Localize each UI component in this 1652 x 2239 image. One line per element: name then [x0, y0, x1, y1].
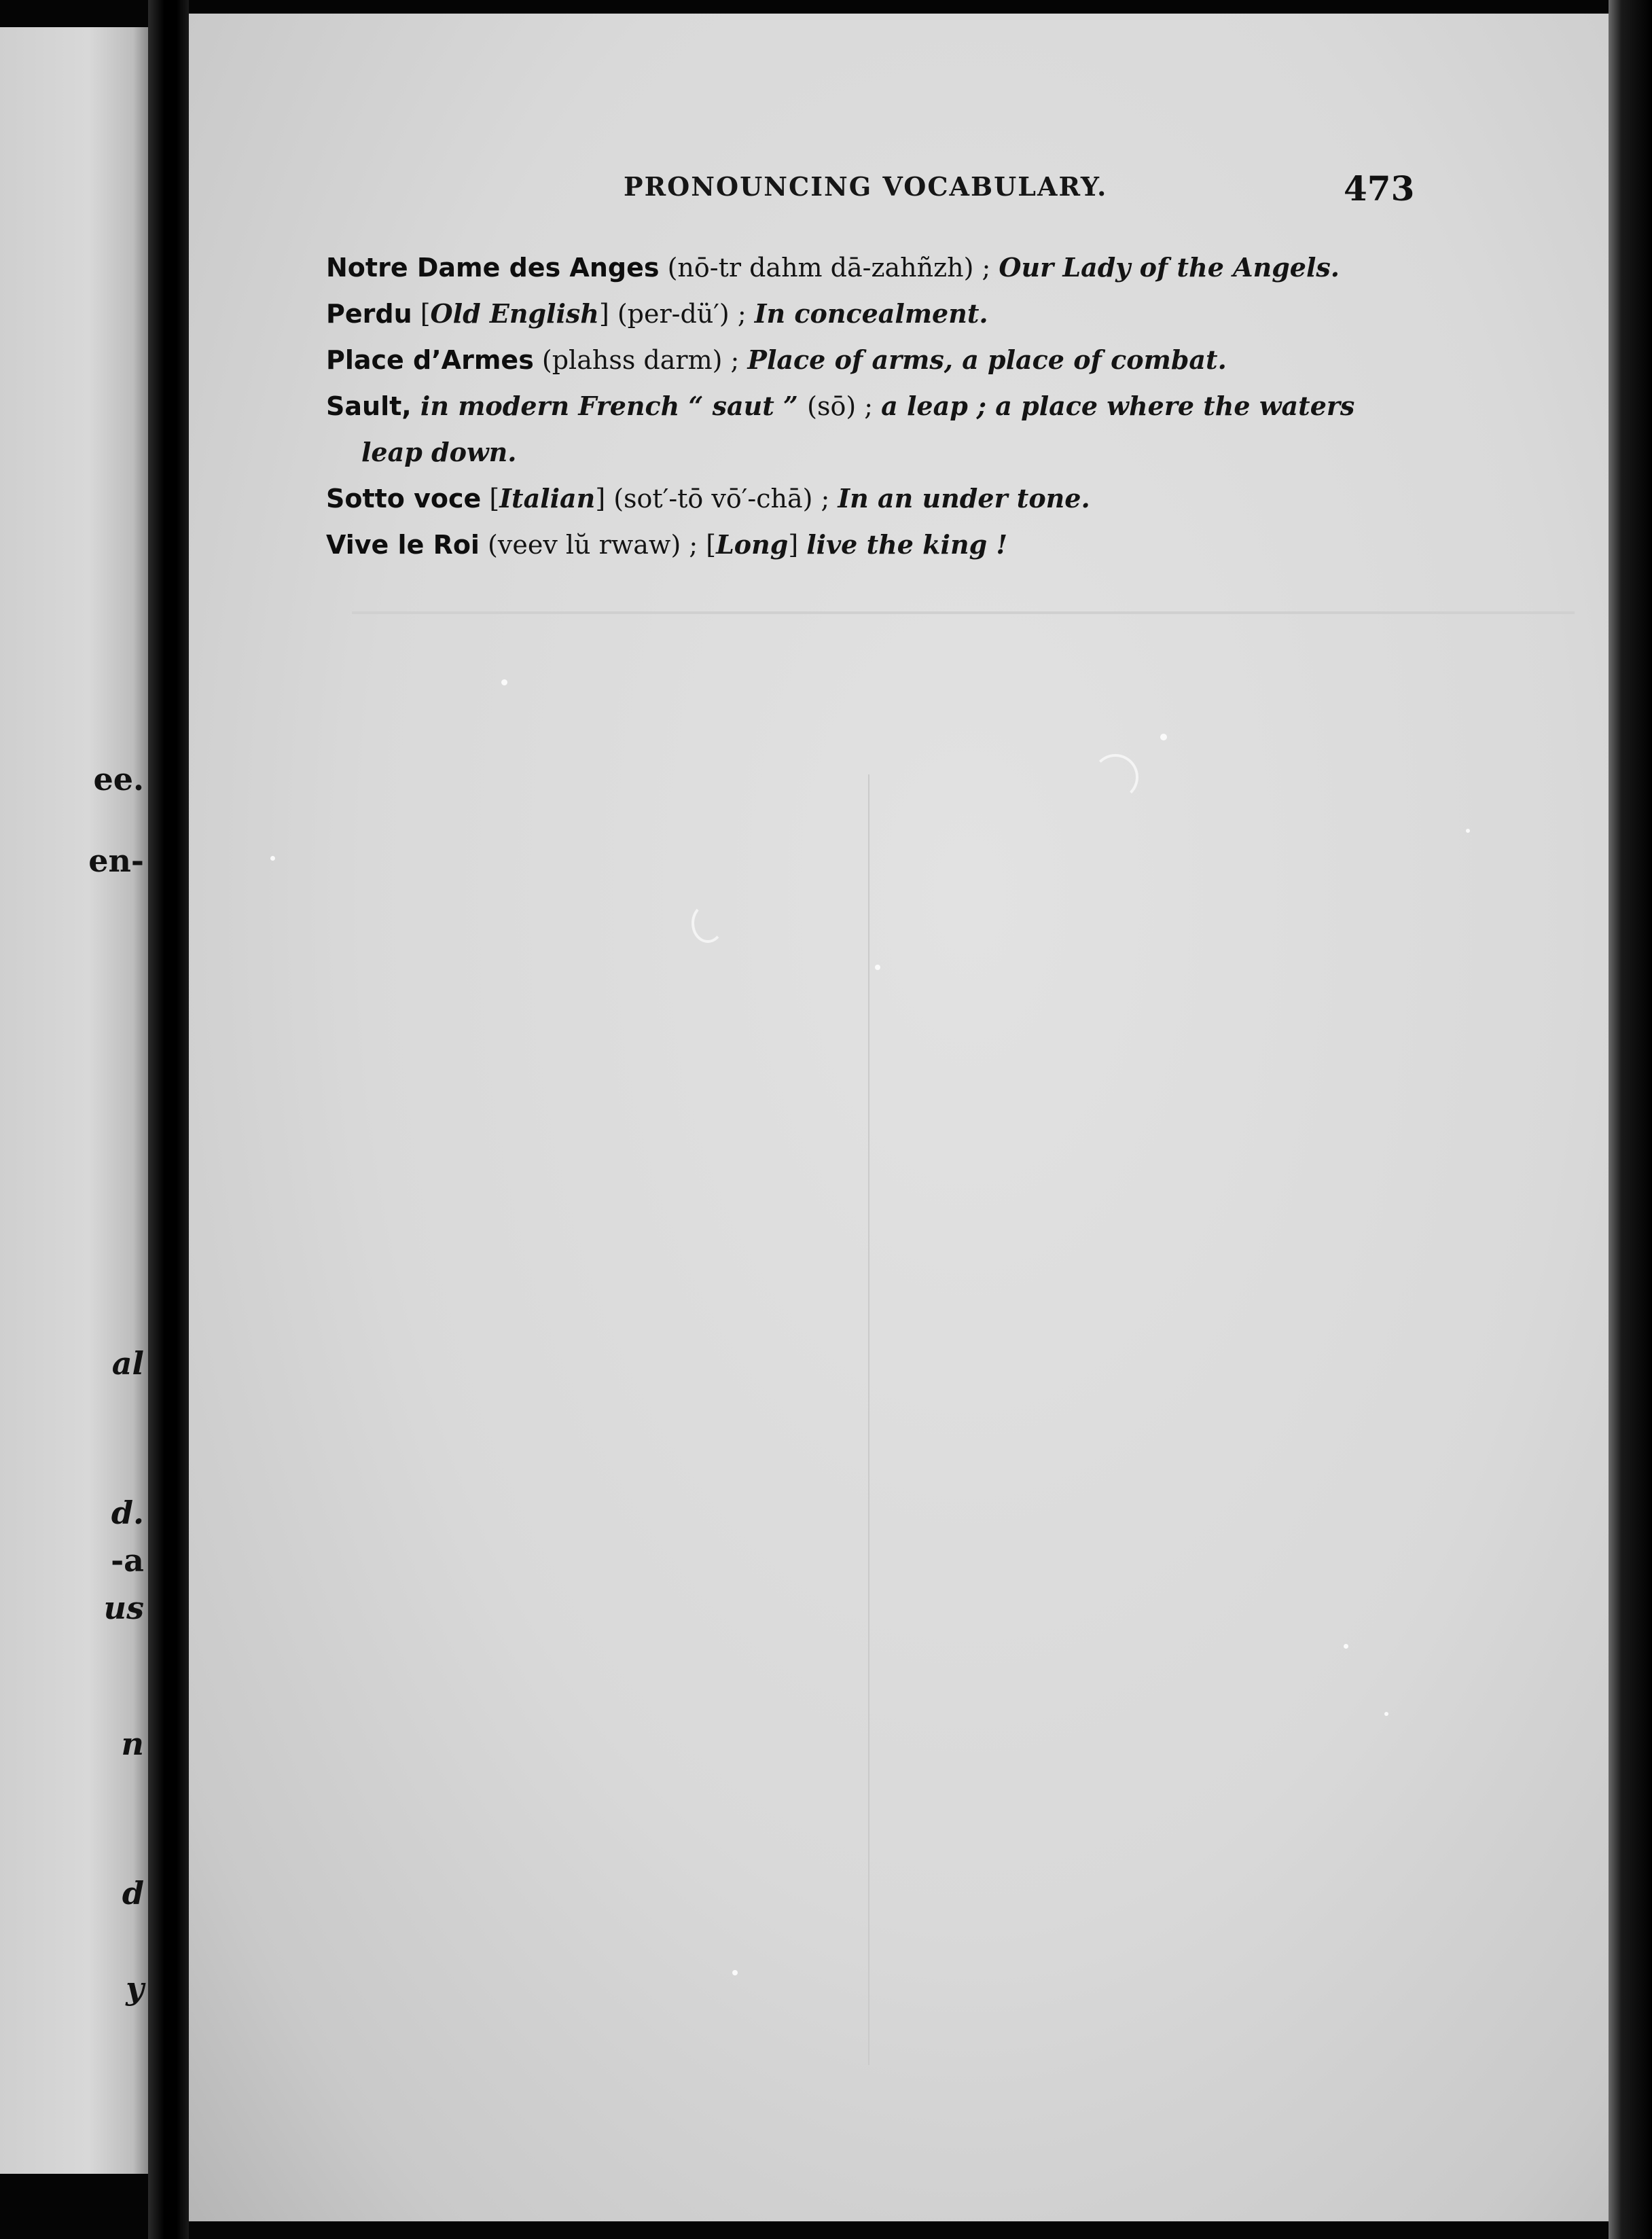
entry-bracket-close: ] — [788, 530, 807, 560]
entry-bracket-close: ] — [598, 299, 617, 329]
entry-headword: Sault, — [326, 391, 412, 421]
left-fragment-6: us — [103, 1590, 144, 1626]
left-fragment-2: en- — [88, 842, 144, 879]
entry-meaning: live the king ! — [806, 529, 1008, 560]
dust-speck — [1466, 829, 1470, 833]
entry-headword: Perdu — [326, 299, 412, 329]
page-edge-shadow — [1609, 0, 1652, 2239]
entry-meaning: Our Lady of the Angels. — [999, 252, 1340, 283]
entry-meaning: a leap ; a place where the waters — [881, 391, 1355, 421]
entry-pronunciation: (per-dü′) ; — [617, 299, 755, 329]
left-fragment-3: al — [111, 1345, 144, 1382]
entry-language-note: Long — [716, 529, 789, 560]
vocabulary-entry — [326, 337, 1549, 383]
dust-speck — [732, 1970, 738, 1975]
left-fragment-1: ee. — [93, 761, 144, 798]
entry-pronunciation: (veev lŭ rwaw) ; [ — [479, 530, 717, 560]
vocabulary-entry — [326, 245, 1549, 291]
entry-meaning-continued: leap down. — [361, 437, 517, 467]
left-fragment-7: n — [121, 1725, 144, 1762]
left-fragment-5: -a — [111, 1542, 144, 1579]
entry-language-note: Old English — [430, 298, 599, 329]
entry-meaning: In an under tone. — [838, 483, 1090, 514]
entry-headword: Sotto voce — [326, 484, 482, 514]
dust-speck — [501, 679, 507, 685]
vocabulary-entries — [326, 245, 1549, 568]
vocabulary-entry — [326, 522, 1549, 568]
show-through-rule — [352, 611, 1575, 614]
dust-speck — [875, 965, 880, 970]
vocabulary-entry — [326, 476, 1549, 522]
entry-meaning: In concealment. — [754, 298, 988, 329]
facing-page-fragment — [0, 27, 148, 2174]
left-fragment-8: d — [122, 1875, 144, 1912]
entry-meaning: Place of arms, a place of combat. — [747, 344, 1227, 375]
scratch-mark — [1092, 754, 1138, 800]
entry-bracket-close: ] — [595, 484, 614, 514]
page-number: 473 — [1344, 168, 1415, 209]
entry-pronunciation: (nō-tr dahm dā-zahñzh) ; — [659, 253, 999, 283]
entry-headword: Place d’Armes — [326, 345, 534, 375]
dust-speck — [1160, 734, 1167, 740]
show-through-column-rule — [868, 774, 869, 2065]
dust-speck — [1344, 1644, 1348, 1649]
entry-bracket-open: [ — [412, 299, 431, 329]
left-fragment-9: y — [126, 1970, 144, 2007]
entry-pronunciation: (plahss darm) ; — [533, 345, 748, 375]
entry-headword: Vive le Roi — [326, 530, 480, 560]
entry-bracket-open: [ — [481, 484, 500, 514]
book-gutter — [148, 0, 189, 2239]
entry-headword: Notre Dame des Anges — [326, 253, 660, 283]
entry-pronunciation: (sot′-tō vō′-chā) ; — [613, 484, 838, 514]
dust-speck — [1384, 1712, 1388, 1716]
dust-speck — [270, 856, 275, 861]
page — [189, 14, 1609, 2221]
entry-pronunciation: (sō) ; — [807, 391, 882, 421]
scratch-mark — [692, 903, 724, 943]
running-head: PRONOUNCING VOCABULARY. — [624, 171, 1108, 202]
entry-language-note: Italian — [499, 483, 596, 514]
vocabulary-entry — [326, 291, 1549, 337]
left-fragment-4: d. — [111, 1494, 144, 1531]
vocabulary-entry — [326, 383, 1549, 476]
entry-lead-text: in modern French “ saut ” — [411, 391, 808, 421]
